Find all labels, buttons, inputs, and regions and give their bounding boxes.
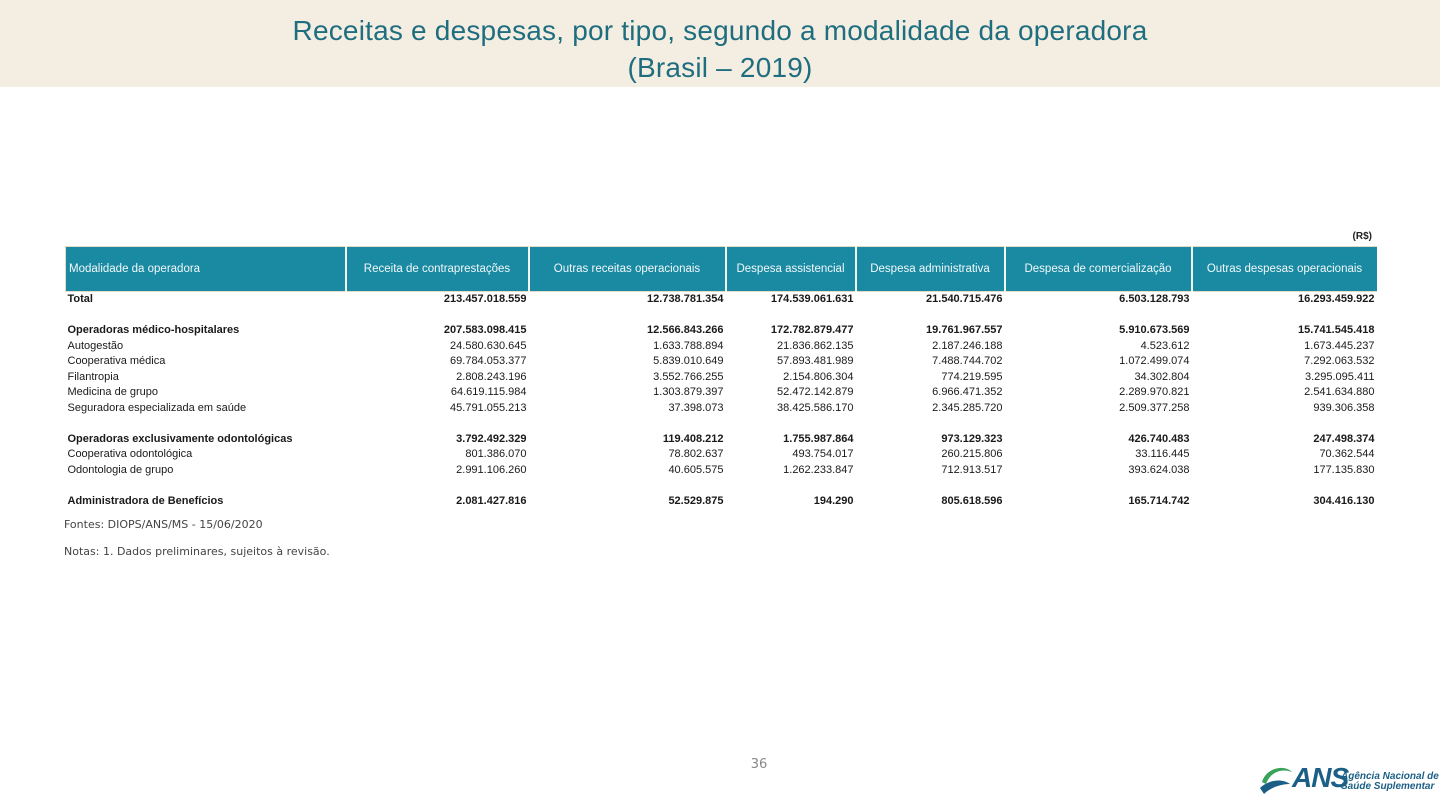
table-cell: 1.633.788.894 (653, 339, 724, 352)
table-cell: 3.792.492.329 (456, 432, 527, 445)
row-label: Seguradora especializada em saúde (67, 401, 247, 414)
table-cell: 2.509.377.258 (1119, 401, 1190, 414)
table-cell: 213.457.018.559 (443, 293, 527, 305)
unit-label: (R$) (1352, 231, 1372, 242)
table-cell: 393.624.038 (1128, 463, 1190, 476)
table-cell: 207.583.098.415 (443, 324, 527, 336)
column-header: Outras receitas operacionais (529, 247, 726, 292)
table-cell: 493.754.017 (792, 448, 854, 460)
revenue-expense-table (65, 246, 1377, 509)
column-header: Modalidade da operadora (66, 247, 346, 292)
logo-line2: Saúde Suplementar (1341, 781, 1435, 792)
table-cell: 33.116.445 (1135, 448, 1190, 460)
table-cell: 70.362.544 (1319, 448, 1375, 460)
table-cell: 1.262.233.847 (783, 463, 854, 476)
table-cell: 12.566.843.266 (647, 324, 724, 336)
table-spacer (66, 308, 1377, 324)
table-cell: 172.782.879.477 (770, 324, 854, 336)
row-label: Administradora de Benefícios (67, 494, 224, 507)
column-header: Despesa de comercialização (1005, 247, 1192, 292)
table-cell: 7.488.744.702 (932, 355, 1003, 367)
notes-text: Notas: 1. Dados preliminares, sujeitos à revisão. (64, 545, 330, 558)
table-cell: 69.784.053.377 (450, 355, 527, 367)
table-cell: 712.913.517 (941, 463, 1003, 476)
row-label: Cooperativa odontológica (67, 448, 193, 460)
table-cell: 774.219.595 (941, 370, 1003, 383)
ans-logo (1258, 760, 1439, 800)
table-cell: 805.618.596 (941, 494, 1003, 507)
table-cell: 40.605.575 (668, 463, 724, 476)
logo-line1: Agência Nacional de (1341, 771, 1439, 782)
table-row (66, 339, 1377, 355)
logo-abbreviation: ANS (1292, 762, 1349, 793)
table-row-group (66, 323, 1377, 339)
row-label: Operadoras exclusivamente odontológicas (67, 432, 293, 445)
table-cell: 260.215.806 (941, 448, 1003, 460)
table-cell: 37.398.073 (668, 401, 724, 414)
table-cell: 19.761.967.557 (926, 324, 1003, 336)
table-cell: 6.503.128.793 (1119, 293, 1190, 305)
table-cell: 2.154.806.304 (783, 370, 854, 383)
table-cell: 4.523.612 (1140, 339, 1190, 352)
table-cell: 165.714.742 (1128, 494, 1190, 507)
table-cell: 119.408.212 (662, 432, 724, 445)
table-cell: 2.345.285.720 (932, 401, 1003, 414)
table-cell: 5.910.673.569 (1119, 324, 1190, 336)
column-header: Despesa assistencial (726, 247, 856, 292)
table-row (66, 370, 1377, 386)
table-cell: 16.293.459.922 (1298, 293, 1375, 305)
table-cell: 1.673.445.237 (1304, 339, 1375, 352)
table-row-group (66, 432, 1377, 448)
table-cell: 304.416.130 (1313, 494, 1375, 507)
table-row (66, 354, 1377, 370)
row-label: Total (67, 293, 93, 305)
table-cell: 3.295.095.411 (1304, 370, 1375, 383)
table-cell: 45.791.055.213 (450, 401, 527, 414)
table-spacer (66, 478, 1377, 494)
table-cell: 12.738.781.354 (647, 293, 724, 305)
table-cell: 21.540.715.476 (926, 293, 1003, 305)
table-cell: 247.498.374 (1313, 432, 1375, 445)
row-label: Filantropia (67, 370, 119, 383)
table-cell: 3.552.766.255 (653, 370, 724, 383)
table-cell: 64.619.115.984 (450, 386, 527, 398)
table-cell: 2.187.246.188 (932, 339, 1003, 352)
table-cell: 38.425.586.170 (777, 401, 854, 414)
table-cell: 52.472.142.879 (777, 386, 854, 398)
table-cell: 6.966.471.352 (932, 386, 1003, 398)
table-cell: 2.808.243.196 (456, 370, 527, 383)
table-cell: 177.135.830 (1313, 463, 1375, 476)
row-label: Odontologia de grupo (67, 463, 174, 476)
table-cell: 34.302.804 (1134, 370, 1190, 383)
table-row (66, 447, 1377, 463)
slide-title (0, 12, 1440, 86)
table-cell: 1.755.987.864 (783, 432, 854, 445)
table-cell: 78.802.637 (668, 448, 724, 460)
table-row (66, 463, 1377, 479)
column-header: Receita de contraprestações (346, 247, 529, 292)
table-cell: 2.289.970.821 (1119, 386, 1190, 398)
table-cell: 426.740.483 (1128, 432, 1190, 445)
table-row (66, 401, 1377, 417)
table-row-total (66, 292, 1377, 308)
table-cell: 15.741.545.418 (1298, 324, 1375, 336)
page-number: 36 (750, 757, 768, 772)
table-cell: 801.386.070 (465, 448, 527, 460)
table-cell: 7.292.063.532 (1304, 355, 1375, 367)
table-header-row (66, 247, 1377, 292)
row-label: Operadoras médico-hospitalares (67, 324, 240, 336)
logo-agency-name (1341, 772, 1439, 792)
table-cell: 939.306.358 (1313, 401, 1375, 414)
row-label: Autogestão (67, 339, 124, 352)
table-cell: 21.836.862.135 (777, 339, 854, 352)
table-row (66, 385, 1377, 401)
table-cell: 57.893.481.989 (777, 355, 854, 367)
source-note: Fontes: DIOPS/ANS/MS - 15/06/2020 (64, 518, 263, 531)
slide-title-line2: (Brasil – 2019) (627, 52, 813, 83)
table-cell: 2.991.106.260 (456, 463, 527, 476)
row-label: Medicina de grupo (67, 386, 159, 398)
column-header: Despesa administrativa (856, 247, 1005, 292)
table-cell: 2.541.634.880 (1304, 386, 1375, 398)
table-cell: 973.129.323 (941, 432, 1003, 445)
table-row-group (66, 494, 1377, 510)
row-label: Cooperativa médica (67, 355, 166, 367)
column-header: Outras despesas operacionais (1192, 247, 1377, 292)
slide-title-line1: Receitas e despesas, por tipo, segundo a modalidade da operadora (292, 15, 1148, 46)
table-cell: 194.290 (813, 494, 854, 507)
table-cell: 52.529.875 (668, 494, 724, 507)
table-cell: 5.839.010.649 (653, 355, 724, 367)
table-cell: 174.539.061.631 (770, 293, 854, 305)
table-cell: 24.580.630.645 (450, 339, 527, 352)
table-spacer (66, 416, 1377, 432)
table-cell: 1.072.499.074 (1119, 355, 1190, 367)
ans-logo-mark-icon (1258, 762, 1294, 798)
table-cell: 2.081.427.816 (456, 494, 527, 507)
table-cell: 1.303.879.397 (653, 386, 724, 398)
